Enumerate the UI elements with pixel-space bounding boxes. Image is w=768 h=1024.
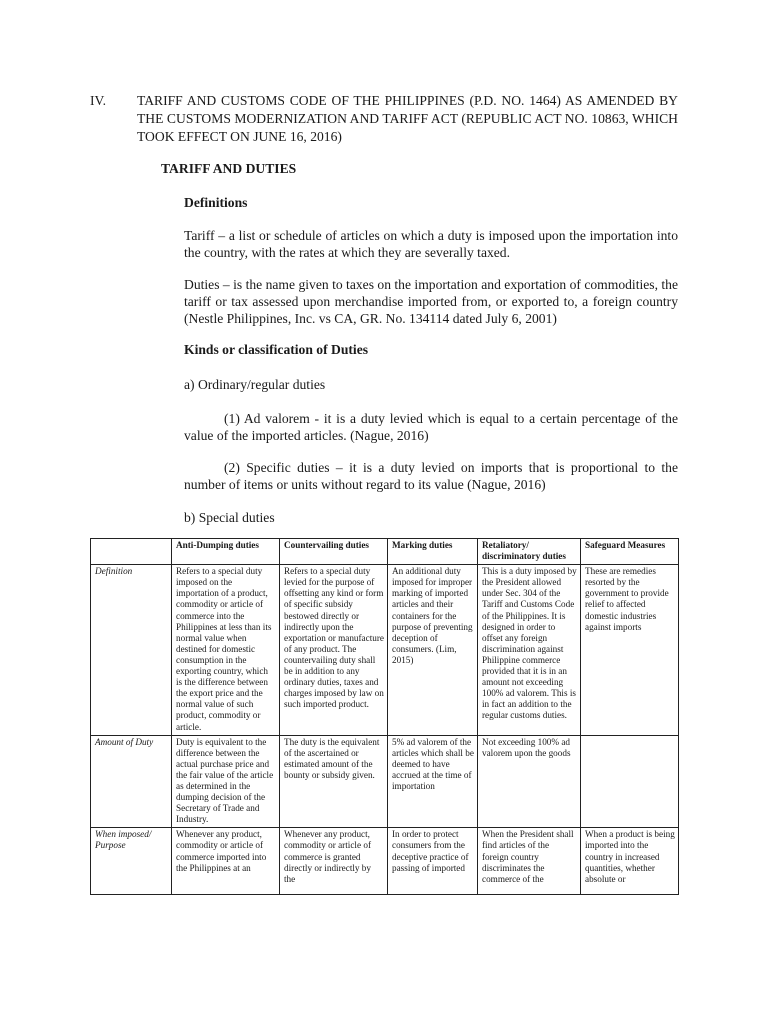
table-cell <box>172 828 280 895</box>
table-cell: This is a duty imposed by the President allowed under Sec. 304 of the Tariff and Customs Code of the Philippines. It is designed in order to offset any foreign discrimination against Philippine commerce provided that it is in an amount not exceeding 100% ad valorem. This is in fact an addition to the regular customs duties. <box>478 565 581 735</box>
header-cell: Safeguard Measures <box>581 539 679 565</box>
table-row <box>91 828 679 895</box>
row-label: Amount of Duty <box>91 735 172 828</box>
table-cell: Refers to a special duty levied for the purpose of offsetting any kind or form of specific subsidy bestowed directly or indirectly upon the exportation or manufacture of any product. The countervailing duty shall be in addition to any ordinary duties, taxes and charges imposed by law on such imported product. <box>280 565 388 735</box>
ordinary-duties-label: a) Ordinary/regular duties <box>184 377 326 392</box>
table-cell: Refers to a special duty imposed on the importation of a product, commodity or article of commerce into the Philippines at less than its normal value when destined for domestic consumption in the exporting country, which is the difference between the export price and the normal value of such product, commodity or article. <box>172 565 280 735</box>
row-label <box>91 828 172 895</box>
header-cell: Retaliatory/ discriminatory duties <box>478 539 581 565</box>
table-cell <box>478 828 581 895</box>
header-cell: Marking duties <box>388 539 478 565</box>
row-label-text: When imposed/ Purpose <box>95 829 152 851</box>
tariff-definition: Tariff – a list or schedule of articles on which a duty is imposed upon the importation into the country, with the rates at which they are severally taxed. <box>184 228 678 260</box>
ad-valorem-paragraph: (1) Ad valorem - it is a duty levied which is equal to a certain percentage of the value of the imported articles. (Nague, 2016) <box>184 411 678 443</box>
section-title: TARIFF AND CUSTOMS CODE OF THE PHILIPPINES (P.D. NO. 1464) AS AMENDED BY THE CUSTOMS MODERNIZATION AND TARIFF ACT (REPUBLIC ACT NO. 10863, WHICH TOOK EFFECT ON JUNE 16, 2016) <box>137 93 678 144</box>
table-cell: These are remedies resorted by the government to provide relief to affected domestic industries against imports <box>581 565 679 735</box>
table-cell: 5% ad valorem of the articles which shall be deemed to have accrued at the time of importation <box>388 735 478 828</box>
table-row <box>91 565 679 735</box>
duties-definition: Duties – is the name given to taxes on the importation and exportation of commodities, the tariff or tax assessed upon merchandise imported from, or exported to, a foreign country (Nestle Philippines, Inc. vs CA, GR. No. 134114 dated July 6, 2001) <box>184 277 678 326</box>
table-row <box>91 735 679 828</box>
specific-duties-paragraph: (2) Specific duties – it is a duty levied on imports that is proportional to the number of items or units without regard to its value (Nague, 2016) <box>184 460 678 492</box>
definitions-heading: Definitions <box>184 195 248 210</box>
subheading: TARIFF AND DUTIES <box>161 161 297 176</box>
cell-text: When a product is being imported into the country in increased quantities, whether absolute or <box>585 829 675 884</box>
table-cell: Duty is equivalent to the difference between the actual purchase price and the fair value of the article as determined in the dumping decision of the Secretary of Trade and Industry. <box>172 735 280 828</box>
table-cell <box>388 828 478 895</box>
row-label: Definition <box>91 565 172 735</box>
table-header-row <box>91 539 679 565</box>
table-cell: An additional duty imposed for improper marking of imported articles and their containers for the purpose of preventing deception of consumers. (Lim, 2015) <box>388 565 478 735</box>
cell-text: When the President shall find articles of the foreign country discriminates the commerce of the <box>482 829 574 884</box>
header-cell: Anti-Dumping duties <box>172 539 280 565</box>
cell-text: Whenever any product, commodity or article of commerce imported into the Philippines at an <box>176 829 267 873</box>
table-cell <box>581 735 679 828</box>
header-cell: Countervailing duties <box>280 539 388 565</box>
cell-text: In order to protect consumers from the deceptive practice of passing of imported <box>392 829 469 873</box>
header-cell <box>91 539 172 565</box>
table-cell: Not exceeding 100% ad valorem upon the goods <box>478 735 581 828</box>
special-duties-table <box>90 538 679 895</box>
table-cell: The duty is the equivalent of the ascertained or estimated amount of the bounty or subsidy given. <box>280 735 388 828</box>
special-duties-label: b) Special duties <box>184 510 275 525</box>
table-cell <box>581 828 679 895</box>
table-cell <box>280 828 388 895</box>
cell-text: Whenever any product, commodity or article of commerce is granted directly or indirectly by the <box>284 829 371 884</box>
kinds-heading: Kinds or classification of Duties <box>184 342 369 357</box>
section-number: IV. <box>90 93 106 108</box>
